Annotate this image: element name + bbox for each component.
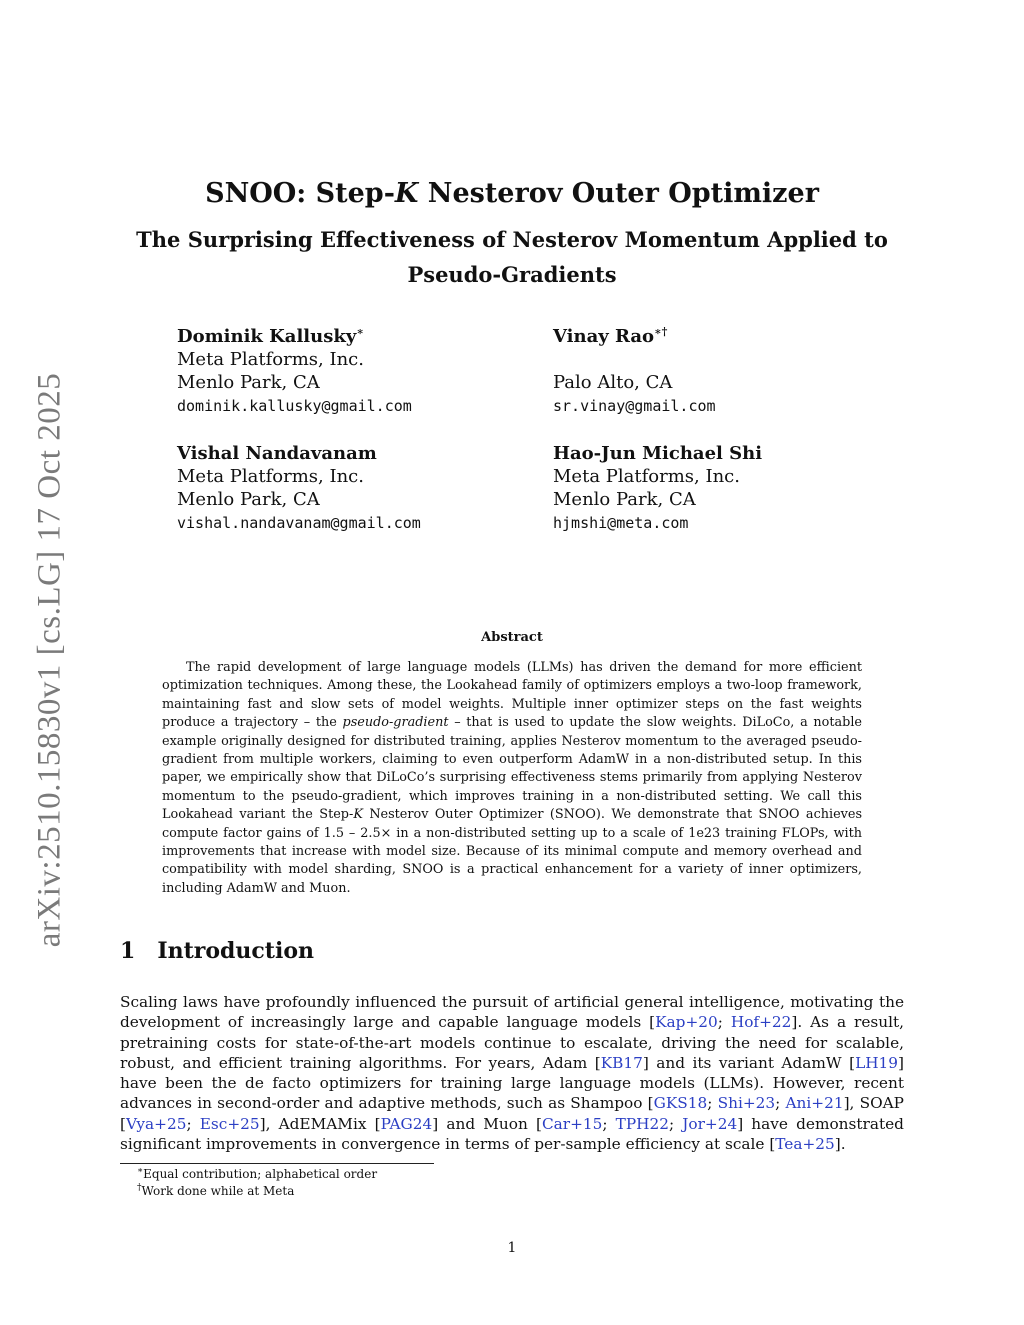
author-name-text: Vinay Rao	[553, 326, 655, 347]
author-mark: ∗†	[654, 325, 668, 338]
body-text: ] and Muon [	[432, 1114, 542, 1133]
citation-link[interactable]: TPH22	[615, 1114, 669, 1133]
author-name	[553, 325, 913, 348]
author-location: Menlo Park, CA	[553, 489, 696, 510]
section-heading	[120, 938, 314, 964]
citation-link[interactable]: KB17	[600, 1053, 643, 1072]
footnote-text: Equal contribution; alphabetical order	[143, 1167, 378, 1181]
body-text: Scaling laws have profoundly influenced the pursuit of artificial general intelligence, motivating the development of increasingly large and capable language models [	[120, 993, 904, 1032]
title-prefix: SNOO: Step-	[205, 178, 395, 209]
body-text: ], AdEMAMix [	[259, 1114, 381, 1133]
body-text: ] have demonstrated significant improvements in convergence in terms of per-sample efficiency at scale [	[120, 1114, 904, 1154]
body-text: ] have been the de facto optimizers for training large language models (LLMs). However, recent advances in second-order and adaptive methods, such as Shampoo [	[120, 1053, 904, 1113]
citation-link[interactable]: GKS18	[653, 1094, 708, 1113]
author-location: Menlo Park, CA	[177, 489, 320, 510]
footnote-mark: ∗	[137, 1166, 144, 1176]
abstract-text: The rapid development of large language models (LLMs) has driven the demand for more efficient optimization techniques. Among these, the Lookahead family of optimizers employs a two-loop framework, maintaining fast and slow sets of model weights. Multiple inner optimizer steps on the fast weights produce a trajectory – the	[162, 660, 862, 731]
intro-paragraph	[120, 992, 904, 1154]
footnote-divider	[120, 1163, 434, 1164]
author-email[interactable]: dominik.kallusky@gmail.com	[177, 397, 412, 415]
author-name	[177, 442, 537, 465]
citation-separator: ;	[668, 1114, 683, 1133]
footnote-text: Work done while at Meta	[141, 1184, 295, 1198]
citation-link[interactable]: Jor+24	[682, 1114, 738, 1133]
author-block	[553, 325, 913, 419]
abstract-k: K	[353, 807, 363, 823]
author-name	[177, 325, 537, 348]
section-number: 1	[120, 938, 136, 964]
title-suffix: Nesterov Outer Optimizer	[418, 178, 819, 209]
paper-title	[0, 178, 1024, 209]
abstract-text: Nesterov Outer Optimizer (SNOO). We demonstrate that SNOO achieves compute factor gains of 1.5 – 2.5× in a non-distributed setting up to a scale of 1e23 training FLOPs, with improvements that increase with model size. Because of its minimal compute and memory overhead and compatibility with model sharding, SNOO is a practical enhancement for a variety of inner optimizers, including AdamW and Muon.	[162, 807, 863, 896]
citation-separator: ;	[602, 1114, 616, 1133]
citation-link[interactable]: Vya+25	[125, 1114, 187, 1133]
title-k: K	[394, 178, 419, 209]
citation-link[interactable]: Esc+25	[199, 1114, 260, 1133]
author-location: Menlo Park, CA	[177, 372, 320, 393]
body-text: ]. As a result, pretraining costs for state-of-the-art models continue to escalate, driving the need for scalable, robust, and efficient training algorithms. For years, Adam [	[120, 1013, 904, 1072]
author-name-text: Dominik Kallusky	[177, 326, 357, 347]
author-email[interactable]: hjmshi@meta.com	[553, 514, 689, 532]
author-block	[177, 325, 537, 419]
author-block	[177, 442, 537, 536]
abstract-text: – that is used to update the slow weights. DiLoCo, a notable example originally designed for distributed training, applies Nesterov momentum to the averaged pseudo-gradient from multiple workers, claiming to even outperform AdamW in a non-distributed setup. In this paper, we empirically show that DiLoCo’s surprising effectiveness stems primarily from applying Nesterov momentum to the pseudo-gradient, which improves training in a non-distributed setting. We call this Lookahead variant the Step-	[162, 715, 862, 823]
citation-separator: ;	[717, 1013, 731, 1032]
body-text: ], SOAP [	[120, 1094, 904, 1133]
body-text: ].	[834, 1135, 846, 1154]
author-name-text: Hao-Jun Michael Shi	[553, 443, 763, 464]
citation-link[interactable]: Car+15	[541, 1114, 603, 1133]
citation-link[interactable]: Kap+20	[655, 1013, 718, 1032]
paper-subtitle: The Surprising Effectiveness of Nesterov Momentum Applied to Pseudo-Gradients	[136, 227, 888, 287]
author-affiliation: Meta Platforms, Inc.	[553, 466, 740, 487]
author-affiliation	[553, 348, 913, 371]
author-email[interactable]: sr.vinay@gmail.com	[553, 397, 716, 415]
author-mark: ∗	[356, 325, 364, 338]
arxiv-identifier: arXiv:2510.15830v1 [cs.LG] 17 Oct 2025	[31, 372, 68, 948]
footnote	[137, 1183, 377, 1200]
section-title: Introduction	[157, 938, 314, 964]
author-location: Palo Alto, CA	[553, 372, 673, 393]
body-text: ] and its variant AdamW [	[642, 1053, 856, 1072]
author-email[interactable]: vishal.nandavanam@gmail.com	[177, 514, 421, 532]
citation-link[interactable]: PAG24	[380, 1114, 433, 1133]
footnote-mark: †	[137, 1183, 142, 1193]
citation-separator: ;	[775, 1094, 786, 1113]
citation-separator: ;	[186, 1114, 200, 1133]
citation-link[interactable]: Tea+25	[775, 1135, 835, 1154]
abstract-body	[162, 659, 862, 898]
citation-link[interactable]: Ani+21	[785, 1094, 844, 1113]
citation-link[interactable]: LH19	[855, 1053, 899, 1072]
citation-separator: ;	[707, 1094, 718, 1113]
citation-link[interactable]: Hof+22	[730, 1013, 792, 1032]
footnotes	[137, 1166, 377, 1200]
author-affiliation: Meta Platforms, Inc.	[177, 349, 364, 370]
author-name	[553, 442, 913, 465]
author-block	[553, 442, 913, 536]
abstract-heading: Abstract	[481, 630, 543, 645]
page-number: 1	[507, 1240, 517, 1256]
footnote	[137, 1166, 377, 1183]
author-affiliation: Meta Platforms, Inc.	[177, 466, 364, 487]
author-name-text: Vishal Nandavanam	[177, 443, 377, 464]
abstract-emphasis: pseudo-gradient	[342, 715, 449, 731]
citation-link[interactable]: Shi+23	[717, 1094, 776, 1113]
